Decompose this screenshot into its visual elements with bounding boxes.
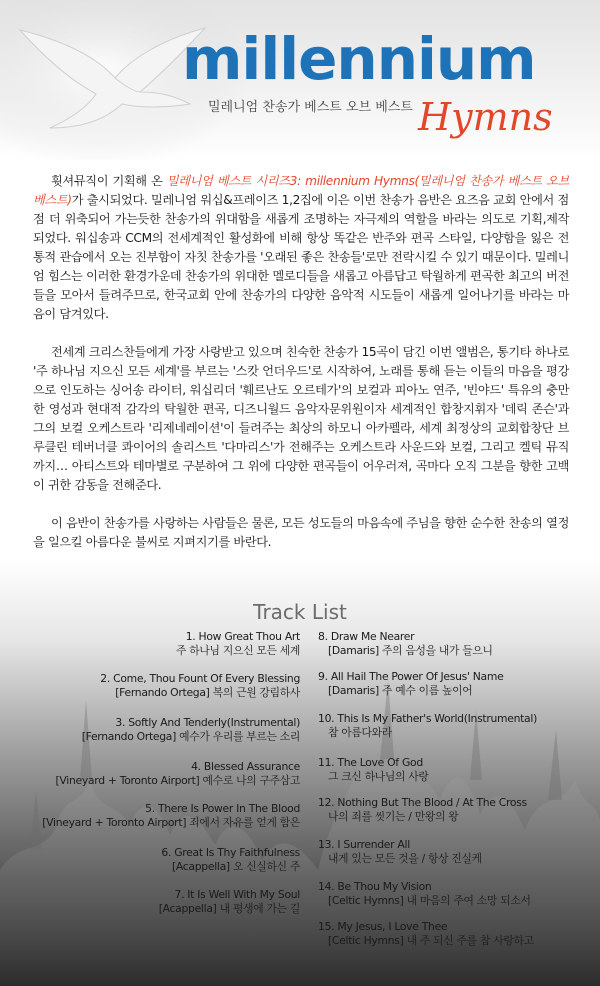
track-title: 5. There Is Power In The Blood [145, 802, 300, 815]
track-title: 3. Softly And Tenderly(Instrumental) [115, 716, 300, 729]
track-subtitle: [Vineyard + Toronto Airport] 예수로 나의 구주삼고 [55, 774, 300, 787]
intro-paragraph-3: 이 음반이 찬송가를 사랑하는 사람들은 물론, 모든 성도들의 마음속에 주님을 향한 순수한 찬송의 열정을 일으킬 아름다운 불씨로 지펴지기를 바란다. [33, 516, 569, 549]
intro-p1-start: 휫셔뮤직이 기획해 온 [51, 174, 167, 188]
logo-hymns: Hymns [418, 95, 553, 139]
track-item [318, 920, 534, 948]
track-title: 1. How Great Thou Art [185, 630, 300, 643]
track-title: 9. All Hail The Power Of Jesus' Name [318, 670, 504, 683]
track-subtitle: [Fernando Ortega] 복의 근원 강림하사 [115, 686, 300, 699]
track-title: 12. Nothing But The Blood / At The Cross [318, 796, 527, 809]
track-title: 10. This Is My Father's World(Instrumental) [318, 712, 537, 725]
track-subtitle: 내게 있는 모든 것을 / 항상 진실케 [328, 852, 482, 865]
logo-subtitle: 밀레니엄 찬송가 베스트 오브 베스트 [208, 100, 413, 115]
intro-text [33, 172, 569, 571]
track-title: 15. My Jesus, I Love Thee [318, 920, 448, 933]
intro-paragraph-2: 전세계 크리스찬들에게 가장 사랑받고 있으며 친숙한 찬송가 15곡이 담긴 이번 앨범은, 통기타 하나로 '주 하나님 지으신 모든 세계'를 부르는 '스캇 언더우드'로 시작하여, 노래를 통해 듣는 이들의 마음을 평강으로 인도하는 싱어송 라이터, 워십리더 '훼르난도 오르테가'의 보컬과 피아노 연주, '빈야드' 특유의 충만한 영성과 현대적 감각의 탁월한 편곡, 디즈니월드 음악자문위원이자 세계적인 합창지휘자 '데릭 존슨'과 그의 보컬 오케스트라 '리제네레이션'이 들려주는 최상의 하모니 아카펠라, 세계 최정상의 교회합창단 브루클린 테버너클 콰이어의 솔리스트 '다마리스'가 전해주는 오케스트라 사운드와 보컬, 그리고 켈틱 뮤직까지… 아티스트와 테마별로 구분하여 그 위에 다양한 편곡들이 어우러져, 곡마다 오직 그분을 향한 고백이 귀한 감동을 전해준다. [33, 345, 569, 492]
track-title: 8. Draw Me Nearer [318, 630, 415, 643]
track-subtitle: 참 아름다와라 [328, 726, 392, 739]
track-item [318, 670, 503, 698]
track-subtitle: 그 크신 하나님의 사랑 [328, 770, 429, 783]
track-title: 13. I Surrender All [318, 838, 410, 851]
track-subtitle: [Damaris] 주 예수 이름 높이어 [328, 684, 473, 697]
track-item [318, 756, 429, 784]
track-subtitle: [Fernando Ortega] 예수가 우리를 부르는 소리 [81, 730, 300, 743]
intro-paragraph-1 [33, 172, 569, 324]
track-item [161, 846, 300, 874]
track-item [318, 880, 531, 908]
intro-p1-highlight: 밀레니엄 베스트 시리즈3: millennium Hymns(밀레니엄 찬송가 베스트 오브 베스트) [33, 174, 569, 207]
track-item [100, 672, 300, 700]
intro-p1-rest: 가 출시되었다. 밀레니엄 워십&프레이즈 1,2집에 이은 이번 찬송가 음반은 요즈음 교회 안에서 점점 더 위축되어 가는듯한 찬송가의 위대함을 새롭게 조명하는 자극제의 역할을 바라는 의도로 기획,제작되었다. 워십송과 CCM의 전세계적인 활성화에 비해 항상 똑같은 반주와 편곡 스타일, 다양함을 잃은 전통적 관습에서 오는 진부함이 자칫 찬송가를 '오래된 좋은 찬송들'로만 전락시킬 수 있기 때문이다. 밀레니엄 힘스는 이러한 환경가운데 찬송가의 위대한 멜로디들을 새롭고 아름답고 탁월하게 편곡한 최고의 버전들을 모아서 들려주므로, 한국교회 안에 찬송가의 다양한 음악적 시도들이 새롭게 일어나기를 바라는 마음이 담겨있다. [33, 193, 569, 321]
track-item [82, 716, 300, 744]
track-subtitle: [Acappella] 오 신실하신 주 [171, 860, 300, 873]
track-item [159, 888, 300, 916]
track-subtitle: 나의 죄를 씻기는 / 만왕의 왕 [328, 810, 459, 823]
header [0, 0, 600, 160]
track-subtitle: [Damaris] 주의 음성을 내가 들으니 [328, 644, 493, 657]
track-item [318, 712, 537, 740]
track-title: 14. Be Thou My Vision [318, 880, 432, 893]
track-title: 6. Great Is Thy Faithfulness [161, 846, 300, 859]
track-subtitle: [Celtic Hymns] 내 마음의 주여 소망 되소서 [328, 894, 531, 907]
track-item [318, 796, 527, 824]
track-item [318, 838, 482, 866]
track-subtitle: [Acappella] 내 평생에 가는 길 [158, 902, 300, 915]
track-title: 2. Come, Thou Fount Of Every Blessing [100, 672, 300, 685]
track-item [42, 802, 300, 830]
track-item [176, 630, 300, 658]
logo-title: millennium [182, 25, 536, 93]
track-subtitle: 주 하나님 지으신 모든 세계 [176, 644, 300, 657]
track-title: 4. Blessed Assurance [191, 760, 300, 773]
track-title: 11. The Love Of God [318, 756, 423, 769]
track-item [318, 630, 493, 658]
track-subtitle: [Celtic Hymns] 내 주 되신 주를 참 사랑하고 [328, 934, 534, 947]
tracklist-title: Track List [253, 600, 347, 624]
track-title: 7. It Is Well With My Soul [174, 888, 300, 901]
track-item [56, 760, 301, 788]
track-subtitle: [Vineyard + Toronto Airport] 죄에서 자유를 얻게 함은 [42, 816, 300, 829]
